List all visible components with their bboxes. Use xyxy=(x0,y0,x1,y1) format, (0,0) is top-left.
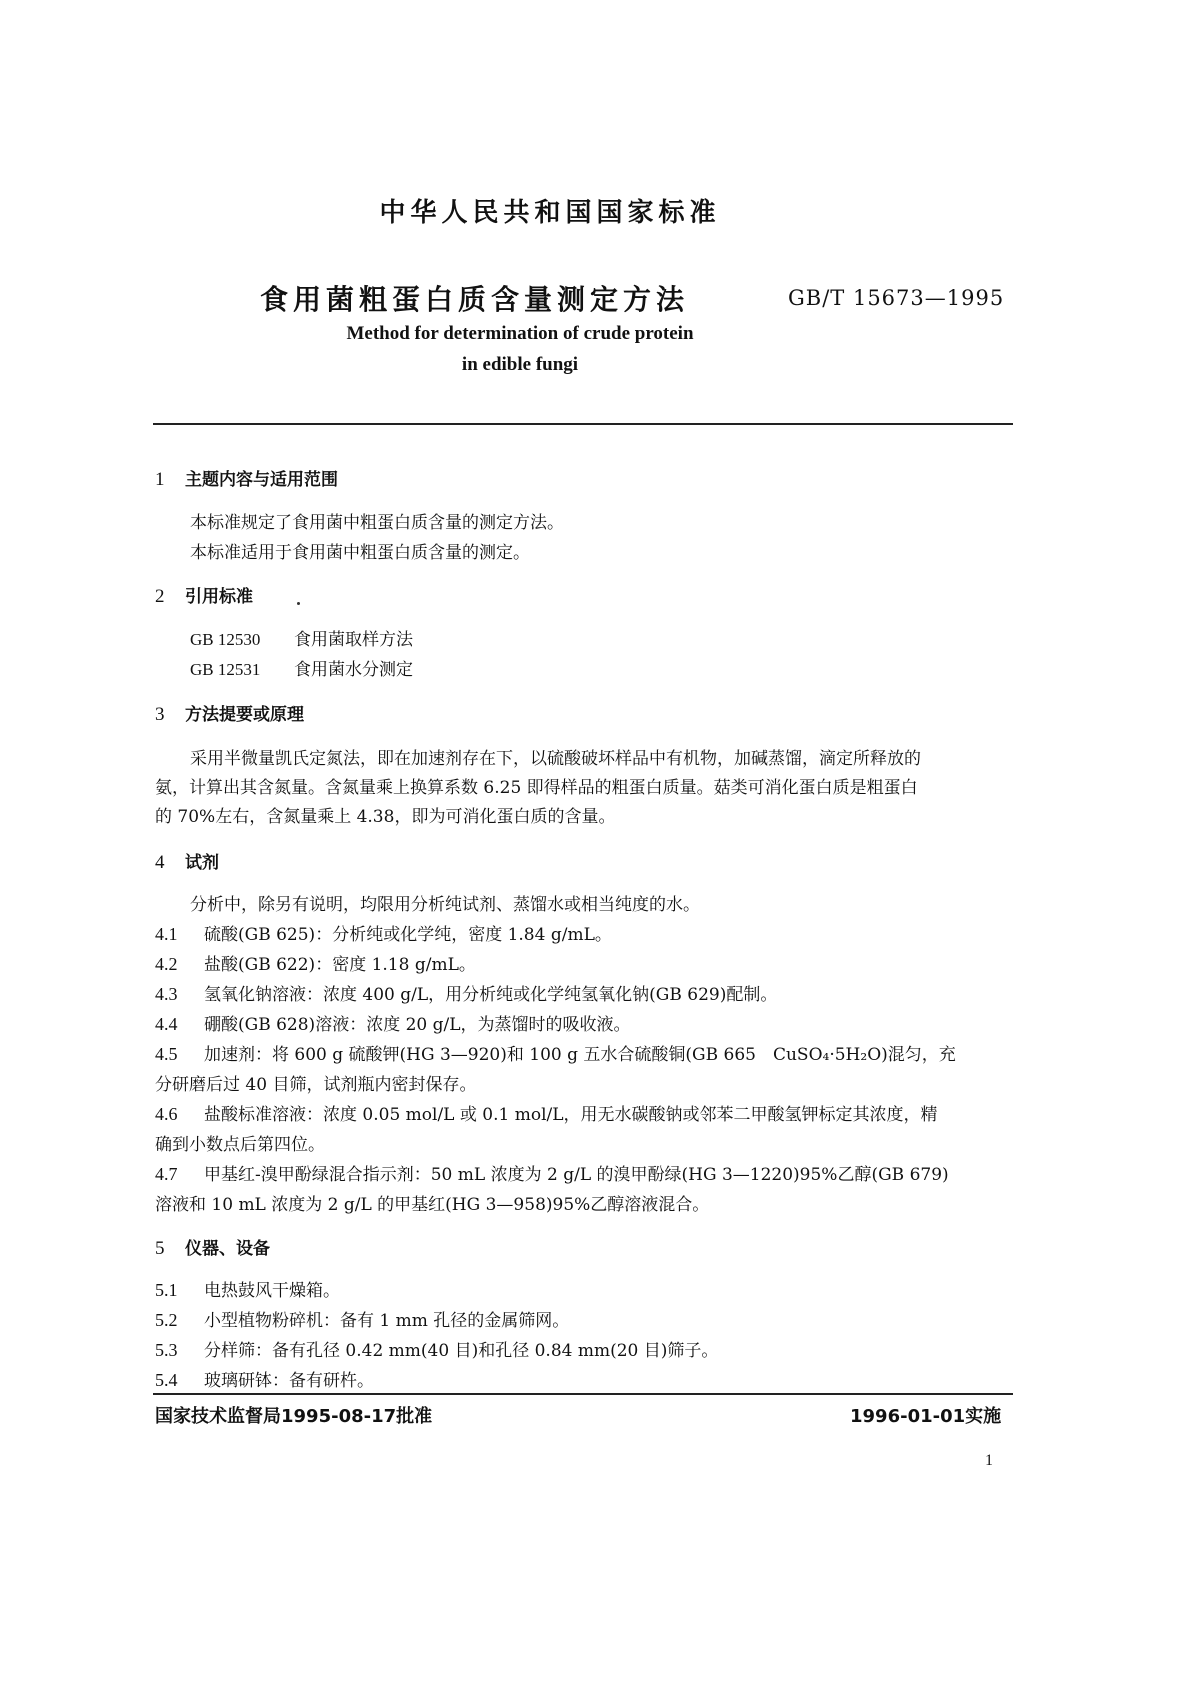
item-text: 加速剂：将 600 g 硫酸钾(HG 3—920)和 100 g 五水合硫酸铜(GB 665 CuSO₄·5H₂O)混匀，充 xyxy=(204,1045,956,1065)
section-title: 引用标准 xyxy=(185,587,253,607)
item-text: 分样筛：备有孔径 0.42 mm(40 目)和孔径 0.84 mm(20 目)筛子。 xyxy=(204,1341,719,1361)
item-continuation: 溶液和 10 mL 浓度为 2 g/L 的甲基红(HG 3—958)95%乙醇溶液混合。 xyxy=(155,1195,710,1215)
section-number: 4 xyxy=(155,852,165,873)
reagent-item xyxy=(155,1100,938,1125)
paragraph: 分析中，除另有说明，均限用分析纯试剂、蒸馏水或相当纯度的水。 xyxy=(190,895,700,915)
reagent-item xyxy=(155,1040,956,1065)
paragraph-line: 氨，计算出其含氮量。含氮量乘上换算系数 6.25 即得样品的粗蛋白质量。菇类可消化蛋白质是粗蛋白 xyxy=(155,778,918,798)
standard-number: GB/T 15673—1995 xyxy=(788,286,1005,310)
equipment-item xyxy=(155,1306,569,1331)
section-number: 2 xyxy=(155,586,165,607)
section-5-heading xyxy=(155,1234,270,1260)
item-number: 5.3 xyxy=(155,1340,178,1360)
equipment-item xyxy=(155,1276,340,1301)
reference-code: GB 12530 xyxy=(190,630,261,649)
item-number: 5.2 xyxy=(155,1310,178,1330)
section-title: 主题内容与适用范围 xyxy=(185,470,338,490)
issuing-organization: 中华人民共和国国家标准 xyxy=(379,198,721,228)
paragraph: 本标准适用于食用菌中粗蛋白质含量的测定。 xyxy=(190,543,530,563)
item-continuation: 分研磨后过 40 目筛，试剂瓶内密封保存。 xyxy=(155,1075,477,1095)
equipment-item xyxy=(155,1366,374,1391)
reference-code: GB 12531 xyxy=(190,660,261,679)
equipment-item xyxy=(155,1336,718,1361)
paragraph-line: 采用半微量凯氏定氮法，即在加速剂存在下，以硫酸破坏样品中有机物，加碱蒸馏，滴定所释放的 xyxy=(190,749,921,769)
item-text: 甲基红-溴甲酚绿混合指示剂：50 mL 浓度为 2 g/L 的溴甲酚绿(HG 3—1220)95%乙醇(GB 679) xyxy=(204,1165,949,1185)
header-divider xyxy=(153,423,1013,425)
paragraph-line: 的 70%左右，含氮量乘上 4.38，即为可消化蛋白质的含量。 xyxy=(155,807,616,827)
effective-date: 1996-01-01实施 xyxy=(850,1406,1002,1427)
item-number: 4.5 xyxy=(155,1044,178,1064)
item-continuation: 确到小数点后第四位。 xyxy=(155,1135,325,1155)
reagent-item xyxy=(155,980,777,1005)
section-4-heading xyxy=(155,848,219,874)
item-text: 玻璃研钵：备有研杵。 xyxy=(204,1371,374,1391)
reference-item xyxy=(190,625,413,650)
section-title: 方法提要或原理 xyxy=(185,705,304,725)
approval-date: 国家技术监督局1995-08-17批准 xyxy=(155,1406,433,1427)
item-number: 4.4 xyxy=(155,1014,178,1034)
item-text: 小型植物粉碎机：备有 1 mm 孔径的金属筛网。 xyxy=(204,1311,570,1331)
section-number: 5 xyxy=(155,1238,165,1259)
reagent-item xyxy=(155,920,612,945)
item-text: 硫酸(GB 625)：分析纯或化学纯，密度 1.84 g/mL。 xyxy=(204,925,612,945)
item-text: 电热鼓风干燥箱。 xyxy=(204,1281,340,1301)
section-1-heading xyxy=(155,465,338,491)
section-number: 1 xyxy=(155,469,165,490)
section-3-heading xyxy=(155,700,304,726)
title-english-line-2: in edible fungi xyxy=(461,354,579,375)
item-number: 4.7 xyxy=(155,1164,178,1184)
item-text: 氢氧化钠溶液：浓度 400 g/L，用分析纯或化学纯氢氧化钠(GB 629)配制。 xyxy=(204,985,778,1005)
item-text: 硼酸(GB 628)溶液：浓度 20 g/L，为蒸馏时的吸收液。 xyxy=(204,1015,631,1035)
item-text: 盐酸(GB 622)：密度 1.18 g/mL。 xyxy=(204,955,476,975)
paragraph: 本标准规定了食用菌中粗蛋白质含量的测定方法。 xyxy=(190,513,564,533)
section-2-heading xyxy=(155,582,253,608)
item-number: 4.3 xyxy=(155,984,178,1004)
title-english-line-1: Method for determination of crude protein xyxy=(346,323,694,344)
reference-item xyxy=(190,655,413,680)
stray-dot-mark xyxy=(297,602,300,605)
item-text: 盐酸标准溶液：浓度 0.05 mol/L 或 0.1 mol/L，用无水碳酸钠或邻苯二甲酸氢钾标定其浓度，精 xyxy=(204,1105,938,1125)
item-number: 4.2 xyxy=(155,954,178,974)
reagent-item xyxy=(155,1010,631,1035)
reagent-item xyxy=(155,950,476,975)
item-number: 5.1 xyxy=(155,1280,178,1300)
item-number: 5.4 xyxy=(155,1370,178,1390)
item-number: 4.6 xyxy=(155,1104,178,1124)
section-title: 仪器、设备 xyxy=(185,1239,270,1259)
item-number: 4.1 xyxy=(155,924,178,944)
footer-divider xyxy=(153,1393,1013,1395)
page-number: 1 xyxy=(985,1452,993,1469)
title-chinese: 食用菌粗蛋白质含量测定方法 xyxy=(260,283,690,316)
section-number: 3 xyxy=(155,704,165,725)
reference-name: 食用菌水分测定 xyxy=(294,660,413,680)
section-title: 试剂 xyxy=(185,853,219,873)
reagent-item xyxy=(155,1160,949,1185)
reference-name: 食用菌取样方法 xyxy=(294,630,413,650)
